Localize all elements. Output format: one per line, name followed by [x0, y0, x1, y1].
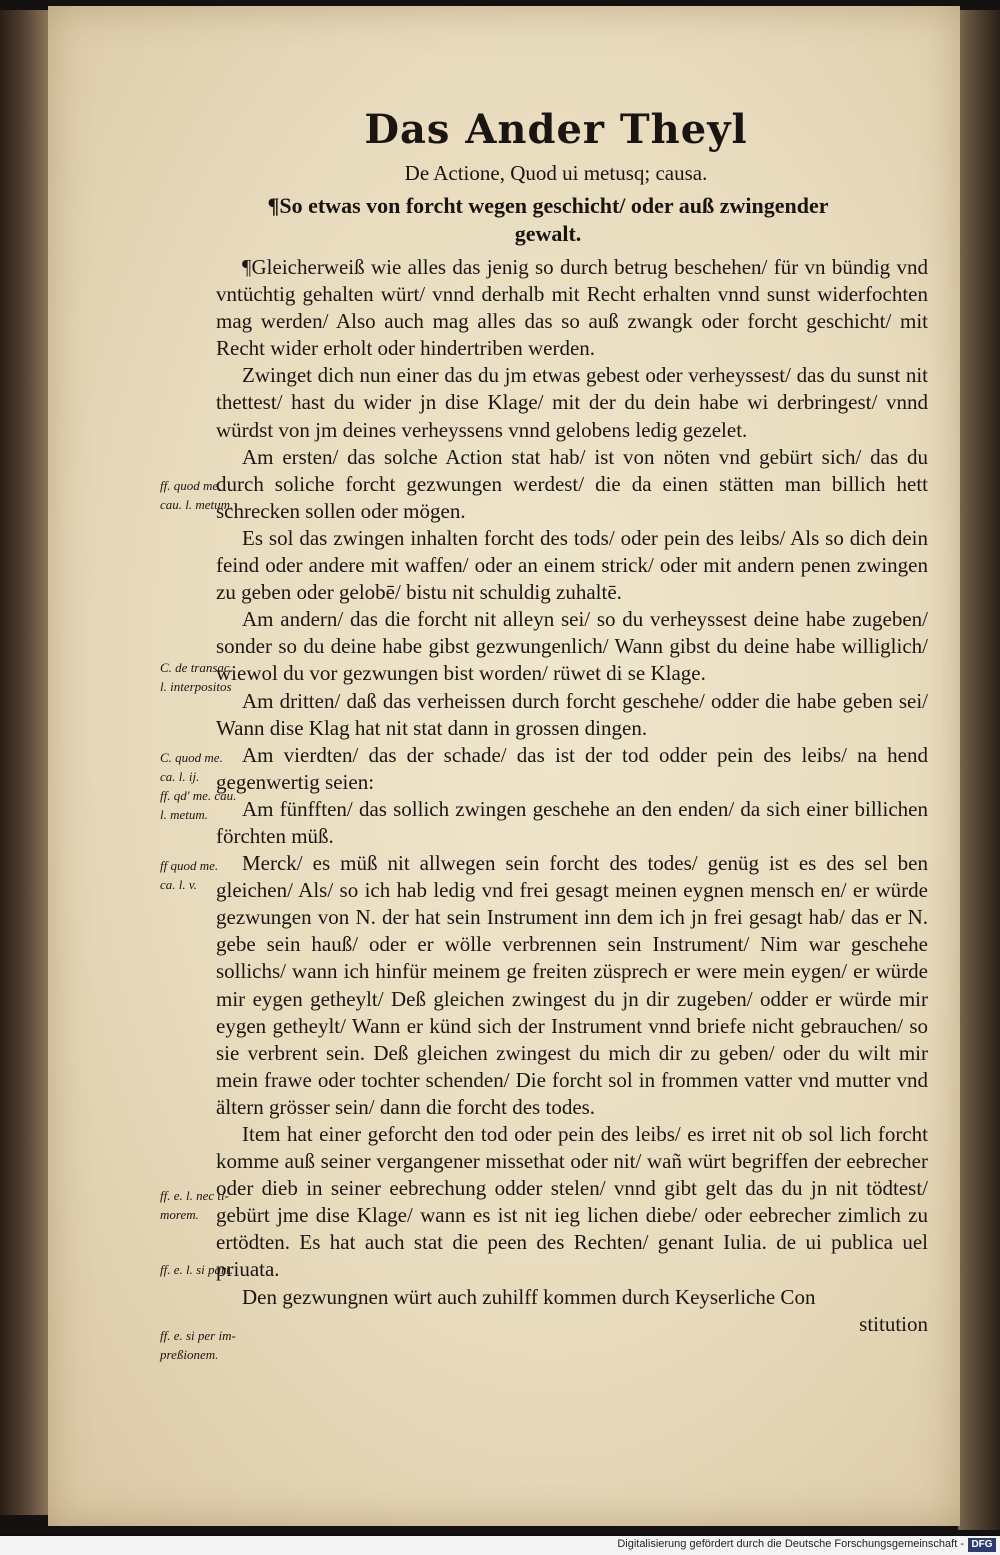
marginal-note — [160, 1186, 260, 1224]
marginal-line: C. de transac. — [160, 660, 233, 675]
marginal-line: ff quod me. — [160, 858, 219, 873]
digitization-footer — [0, 1536, 1000, 1555]
marginal-line: morem. — [160, 1207, 199, 1222]
marginal-note — [160, 748, 260, 824]
marginal-note — [160, 476, 260, 514]
marginal-line: cau. l. metum. — [160, 497, 234, 512]
marginal-line: preßionem. — [160, 1347, 219, 1362]
marginal-note — [160, 658, 260, 696]
dfg-logo: DFG — [968, 1538, 996, 1552]
marginal-line: ff. e. l. nec ti- — [160, 1188, 229, 1203]
catchword: stitution — [859, 1311, 928, 1336]
marginal-line: ca. l. v. — [160, 877, 197, 892]
paragraph: Am vierdten/ das der schade/ das ist der tod odder pein des leibs/ na hend gegenwertig seien: — [216, 742, 928, 794]
marginal-note — [160, 1326, 260, 1364]
footer-credit: Digitalisierung gefördert durch die Deutsche Forschungsgemeinschaft - — [617, 1538, 964, 1550]
paragraph: Am fünfften/ das sollich zwingen geschehe an den enden/ da sich einer billichen förchten müß. — [216, 796, 928, 848]
paragraph: Es sol das zwingen inhalten forcht des tods/ oder pein des leibs/ Als so dich dein feind oder andere mit waffen/ oder an einem strick/ oder mit andern penen zwingen zu geben oder gelobē/ bistu nit schuldig zuhaltē. — [216, 525, 928, 605]
marginal-note — [160, 1260, 260, 1279]
page-header — [48, 106, 960, 248]
marginal-line: C. quod me. — [160, 750, 223, 765]
marginal-line: ff. qd' me. cau. — [160, 788, 237, 803]
paragraph: Den gezwungnen würt auch zuhilff kommen durch Keyserliche Con — [242, 1284, 816, 1309]
paragraph: Am ersten/ das solche Action stat hab/ ist von nöten vnd gebürt sich/ das du durch soliche forcht gezwungen werdest/ die da einen stätten man billich hett schrecken sollen oder mögen. — [216, 444, 928, 523]
paragraph: Merck/ es müß nit allwegen sein forcht des todes/ genüg ist es des sel ben gleichen/ Als/ so ich hab ledig vnd frei gesagt meinen eygnen mensch en/ er würde gezwungen von N. der hat sein Instrument inn dem ich jn frei gesagt hab/ das er N. gebe sein hauß/ oder er wölle verbrennen sein Instrument/ Nim war geschehe sollichs/ wann ich hinfür meinem ge freiten züsprech er were mein eygen/ er würde mir eygen getheylt/ Deß gleichen zwingest du jn dir zugeben/ odder er würde mir eygen getheylt/ Wann er künd sich der Instrument vnnd briefe nicht gebrauchen/ so sie verbrent sein. Deß gleichen zwingest du mich dir zu geben/ oder du wilt mir mein frawe oder tochter schenden/ Die forcht sol in frommen vatter vnd mutter vnd ältern grösser sein/ dann die forcht des todes. — [216, 851, 928, 1119]
document-page — [48, 6, 960, 1526]
marginal-line: ca. l. ij. — [160, 769, 200, 784]
latin-title: De Actione, Quod ui metusq; causa. — [404, 161, 708, 185]
paragraph: Am dritten/ daß das verheissen durch forcht geschehe/ odder die habe geben sei/ Wann dise Klag hat nit stat dann in grossen dingen. — [216, 688, 928, 740]
marginal-note — [160, 856, 260, 894]
paragraph: ¶Gleicherweiß wie alles das jenig so durch betrug beschehen/ für vn bündig vnd vntüchtig gehalten würt/ vnnd derhalb mit Recht erhalten vnnd sunst widerfochten mag werden/ Also auch mag alles das so auß zwangk oder forcht geschicht/ mit Recht wider erholt oder hindertriben werden. — [216, 255, 928, 361]
book-page-edge — [958, 10, 1000, 1530]
paragraph: Zwinget dich nun einer das du jm etwas gebest oder verheyssest/ das du sunst nit thettest/ hast du wider jn dise Klage/ mit der du dein habe wi derbringest/ vnnd würdst von jm deines verheyssens vnnd gelobens ledig gezelet. — [216, 363, 928, 442]
marginal-line: ff. e. si per im- — [160, 1328, 236, 1343]
marginal-line: l. metum. — [160, 807, 209, 822]
running-title: Das Ander Theyl — [364, 106, 748, 153]
paragraph: Item hat einer geforcht den tod oder pein des leibs/ es irret nit ob sol lich forcht komme auß seiner vergangener missethat oder nit/ wañ würt begriffen der eebrecher oder dieb in seiner eebrechung odder stelen/ vnnd gibt gelt das du jn nit tödtest/ gebürt jme dise Klage/ wann es ist nit ieg lichen diebe/ oder eebrecher zimlich zu ertödten. Es hat auch stat die peen des Rechten/ genant Iulia. de ui publica uel priuata. — [216, 1122, 928, 1282]
body-text — [216, 254, 928, 1338]
book-spine-edge — [0, 10, 48, 1515]
marginal-line: ff. e. l. si part. — [160, 1262, 233, 1277]
section-heading: ¶So etwas von forcht wegen geschicht/ oder auß zwingender gewalt. — [267, 193, 829, 246]
paragraph: Am andern/ das die forcht nit alleyn sei/ so du verheyssest deine habe zugeben/ sonder so du deine habe gibst gezwungenlich/ Wann gibst du deine habe williglich/ wiewol du vor gezwungen bist worden/ rüwet di se Klage. — [216, 607, 928, 686]
marginal-line: ff. quod me. — [160, 478, 222, 493]
marginal-line: l. interpositos — [160, 679, 232, 694]
